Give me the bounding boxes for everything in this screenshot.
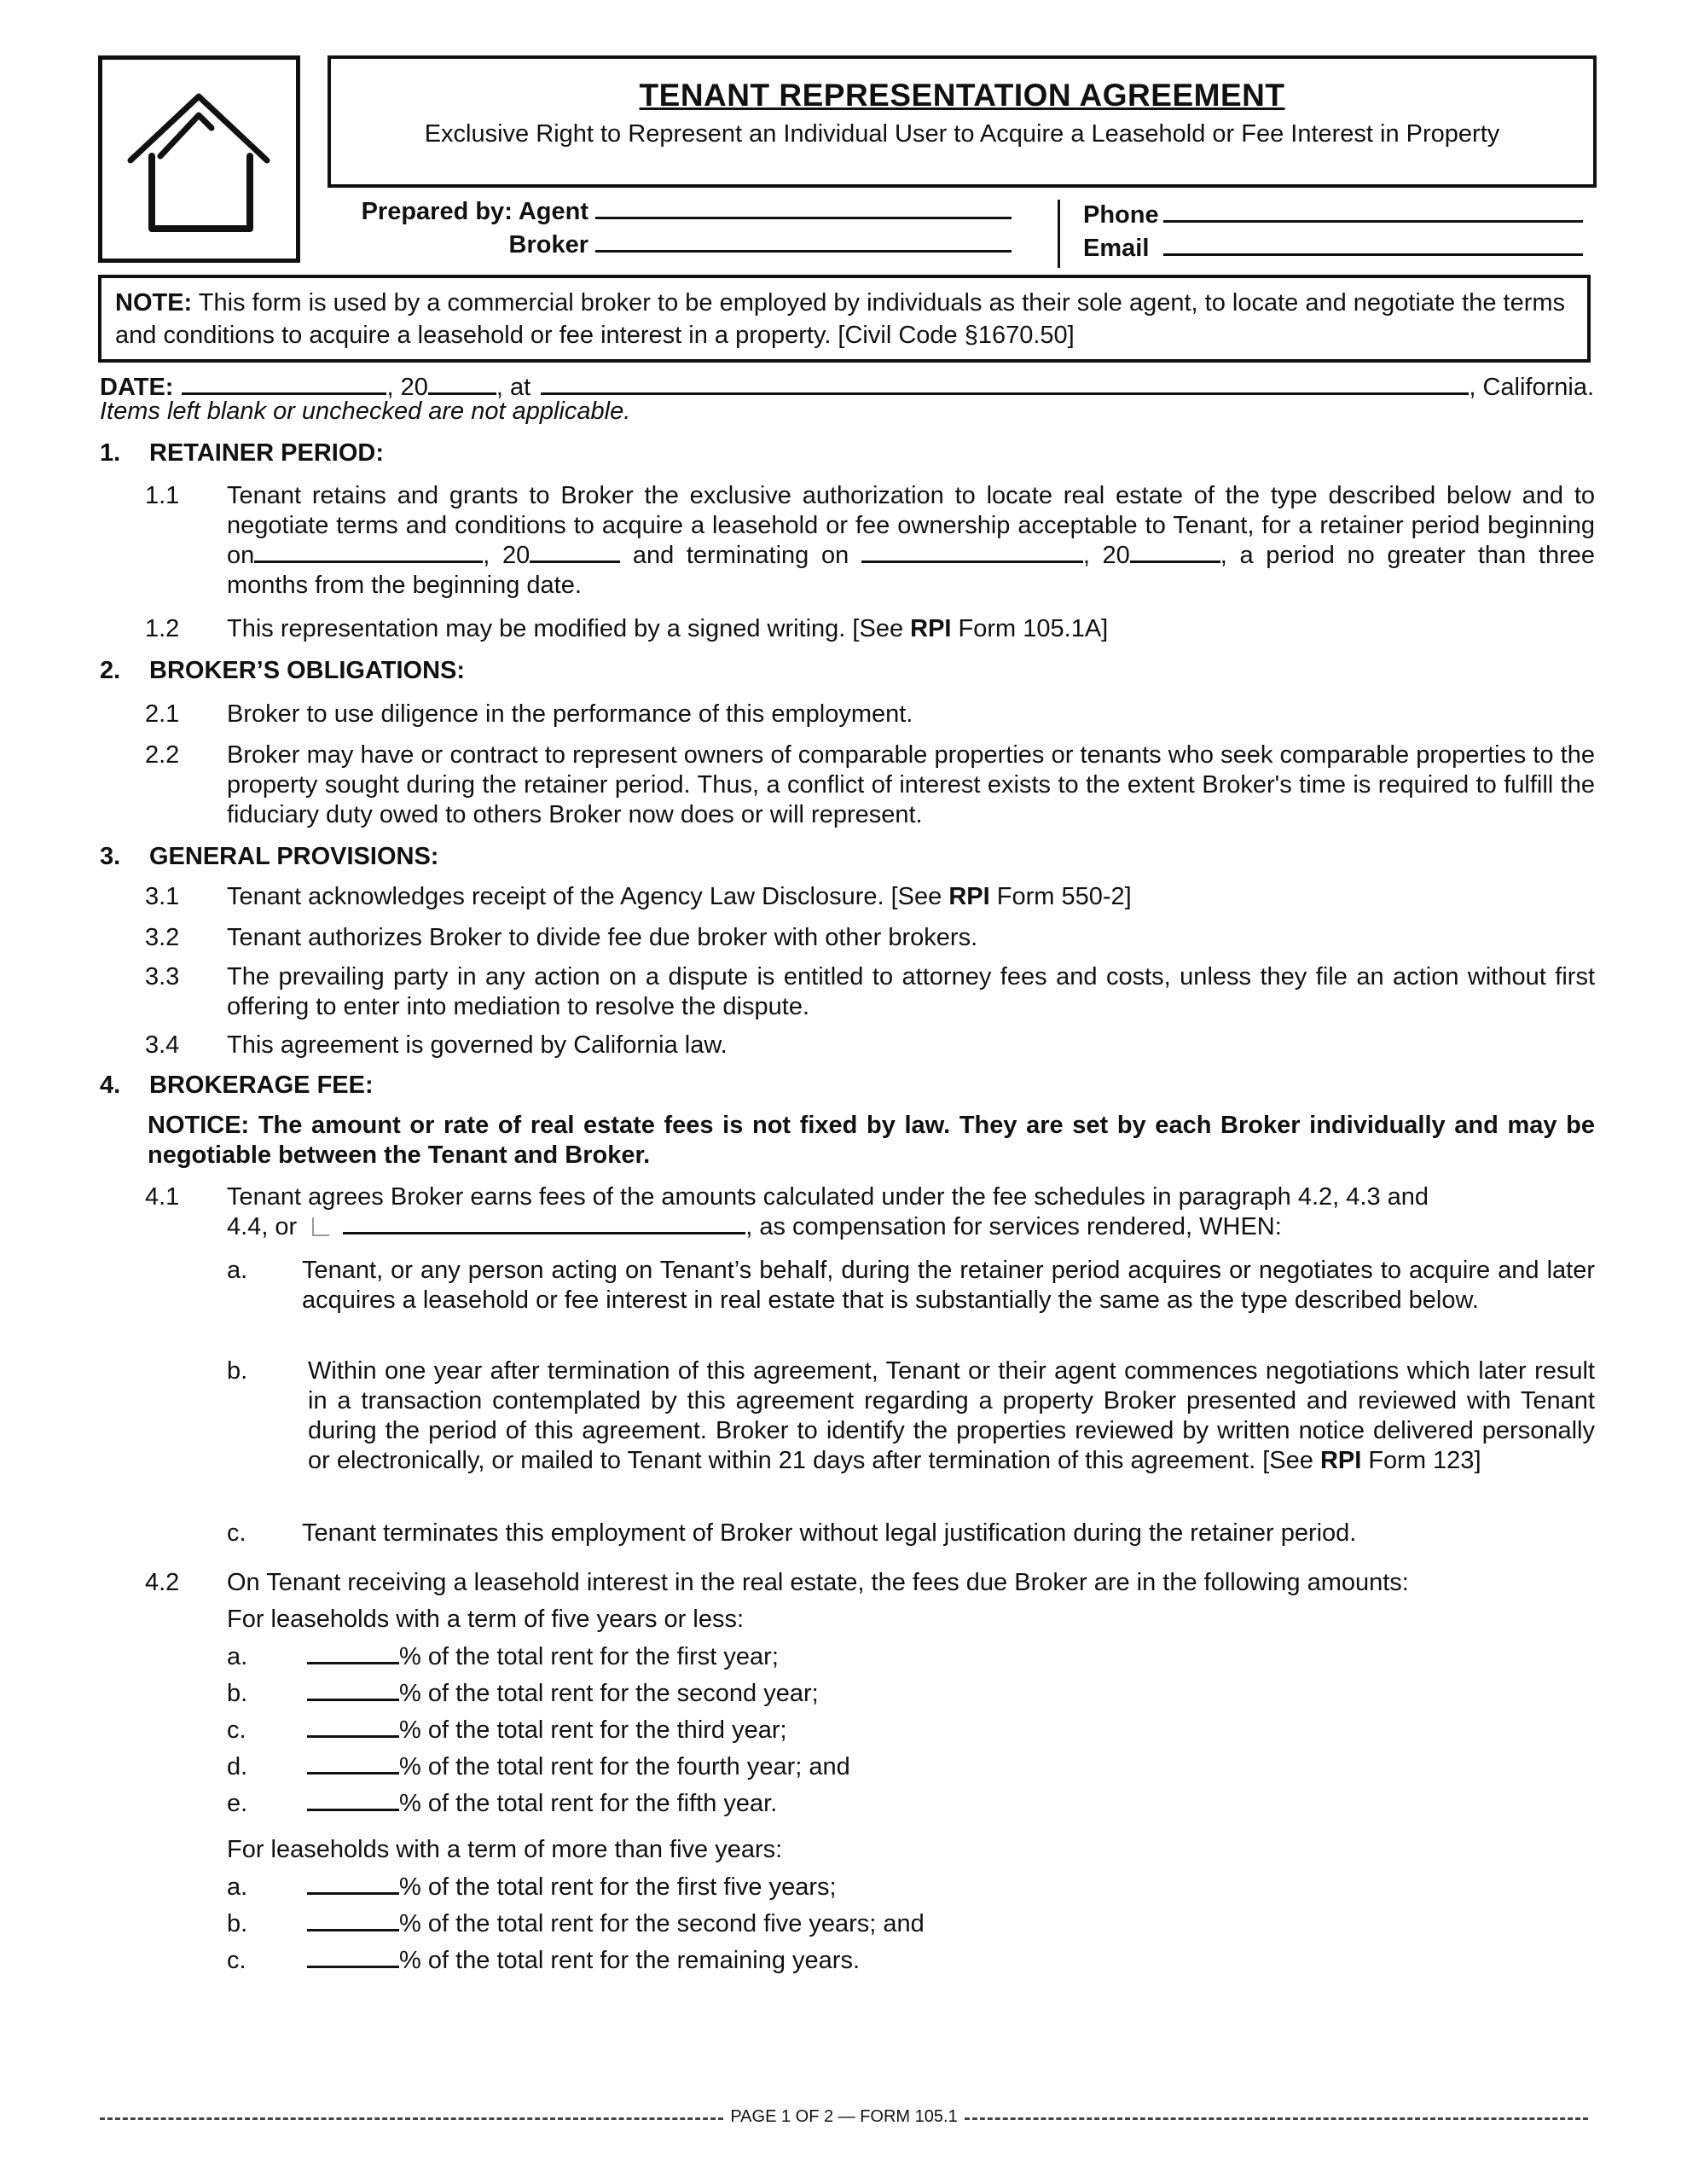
broker-label: Broker [508,231,588,258]
other-fee-field[interactable] [343,1213,745,1234]
item-text: % of the total rent for the remaining years. [399,1947,860,1974]
rpi-label: RPI [1319,1447,1362,1474]
paragraph-text: Broker may have or contract to represent owners of comparable properties or tenants who seek comparable properties to the property sought during the retainer period. Thus, a conflict of interest exists to the extent Broker's time is required to fulfill the fiduciary duty owed to others Broker now does or will represent. [227,741,1595,828]
date-label: DATE: [100,374,174,401]
percent-field[interactable] [307,1751,399,1774]
long-term-row [227,1945,860,1975]
item-label: e. [227,1790,248,1817]
item-label: b. [227,1680,248,1707]
section-title: BROKER’S OBLIGATIONS: [149,657,466,684]
date-place-field[interactable] [541,370,1469,395]
paragraph-3-1 [145,882,1595,912]
footer-divider-right [965,2117,1588,2120]
date-at: , at [496,374,531,401]
phone-field[interactable] [1163,198,1583,223]
long-term-row [227,1872,837,1902]
paragraph-number: 1.2 [145,615,180,642]
paragraph-text: The prevailing party in any action on a dispute is entitled to attorney fees and costs, unless they file an action without first offering to enter into mediation to resolve the dispute. [227,963,1595,1020]
paragraph-text: Tenant retains and grants to Broker the exclusive authorization to locate real estate of the type described below and to negotiate terms and conditions to acquire a leasehold or fee ownership acceptable to Tenant, for a retainer period beginning on [227,482,1595,569]
short-term-row [227,1641,779,1671]
item-label: a. [227,1257,248,1284]
date-year-prefix: , 20 [386,374,428,401]
item-label: a. [227,1643,248,1670]
paragraph-number: 4.1 [145,1183,180,1211]
item-text: % of the total rent for the second five years; and [399,1910,925,1937]
short-term-heading: For leaseholds with a term of five years or less: [227,1606,745,1633]
section-title: RETAINER PERIOD: [149,439,384,467]
footer-divider-left [100,2117,723,2120]
short-term-row [227,1788,777,1818]
agent-label: Prepared by: Agent [361,198,588,225]
paragraph-text: , as compensation for services rendered, WHEN: [745,1213,1282,1240]
section-number: 1. [100,439,121,467]
contact-block [1083,198,1583,264]
email-field[interactable] [1163,231,1583,256]
paragraph-4-1 [145,1182,1595,1242]
date-field[interactable] [182,370,386,395]
paragraph-3-3 [145,962,1595,1022]
percent-field[interactable] [307,1641,399,1664]
blank-items-note: Items left blank or unchecked are not applicable. [100,398,631,425]
paragraph-text: 4.4, or [227,1213,298,1240]
paragraph-2-1 [145,700,1595,729]
agent-field[interactable] [595,195,1012,219]
item-text: Tenant, or any person acting on Tenant’s behalf, during the retainer period acquires or negotiates to acquire and later acquires a leasehold or fee interest in real estate that is substantially the same as the type described below. [302,1257,1595,1314]
form-subtitle: Exclusive Right to Represent an Individual User to Acquire a Leasehold or Fee Interest in Property [424,120,1500,148]
paragraph-text: Tenant agrees Broker earns fees of the amounts calculated under the fee schedules in paragraph 4.2, 4.3 and [227,1183,1429,1211]
section-number: 2. [100,657,121,684]
date-year-field[interactable] [428,370,496,395]
other-fee-checkbox[interactable] [312,1217,329,1236]
paragraph-text: Tenant authorizes Broker to divide fee due broker with other brokers. [227,924,978,951]
percent-field[interactable] [307,1872,399,1895]
paragraph-text: Broker to use diligence in the performance of this employment. [227,700,913,728]
section-number: 3. [100,843,121,870]
retainer-start-date-field[interactable] [254,542,483,563]
paragraph-4-2 [145,1568,1595,1598]
paragraph-3-2 [145,923,1595,953]
paragraph-text: , a period no greater than three months from the beginning date. [227,542,1596,599]
house-icon [126,92,275,237]
paragraph-text: , 20 [483,542,530,569]
paragraph-text: This agreement is governed by California law. [227,1031,728,1059]
short-term-row [227,1678,819,1708]
long-term-row [227,1908,925,1938]
paragraph-1-1 [145,481,1595,601]
section-title: BROKERAGE FEE: [149,1072,374,1099]
paragraph-number: 2.2 [145,741,180,769]
title-box [328,55,1597,188]
paragraph-3-4 [145,1031,1595,1060]
condition-c [227,1519,1595,1548]
section-title: GENERAL PROVISIONS: [149,843,439,870]
item-text: Tenant terminates this employment of Broker without legal justification during the retainer period. [302,1519,1357,1547]
section-4-heading [100,1072,374,1100]
paragraph-text: and terminating on [620,542,861,569]
condition-a [227,1256,1595,1316]
retainer-start-year-field[interactable] [530,542,620,563]
paragraph-2-2 [145,741,1595,830]
section-number: 4. [100,1072,121,1099]
form-title: TENANT REPRESENTATION AGREEMENT [639,78,1285,113]
paragraph-number: 2.1 [145,700,180,728]
section-2-heading [100,657,465,685]
long-term-heading: For leaseholds with a term of more than five years: [227,1836,783,1863]
email-label: Email [1083,235,1150,262]
prepared-by-block [320,195,1012,261]
item-text: % of the total rent for the fifth year. [399,1790,778,1817]
retainer-end-year-field[interactable] [1130,542,1220,563]
item-text: Form 123] [1361,1447,1481,1474]
rpi-label: RPI [948,883,990,910]
section-3-heading [100,843,438,871]
percent-field[interactable] [307,1715,399,1738]
paragraph-text: Form 105.1A] [951,615,1109,642]
item-text: Within one year after termination of this agreement, Tenant or their agent commences negotiations which later result in a transaction contemplated by this agreement regarding a property Broker presented and reviewed with Tenant during the period of this agreement. Broker to identify the properties reviewed by written notice delivered personally or electronically, or mailed to Tenant within 21 days after termination of this agreement. [See [308,1357,1595,1474]
paragraph-text: On Tenant receiving a leasehold interest in the real estate, the fees due Broker are in the following amounts: [227,1569,1409,1596]
note-text: This form is used by a commercial broker to be employed by individuals as their sole agent, to locate and negotiate the terms and conditions to acquire a leasehold or fee interest in a property. [Civil Code §1670.50] [115,289,1566,349]
percent-field[interactable] [307,1945,399,1968]
item-text: % of the total rent for the first year; [399,1643,779,1670]
item-label: d. [227,1753,248,1780]
phone-label: Phone [1083,201,1159,229]
item-label: b. [227,1910,248,1937]
item-label: a. [227,1873,248,1901]
item-text: % of the total rent for the first five years; [399,1873,837,1901]
note-label: NOTE: [115,289,193,317]
paragraph-1-2 [145,614,1595,644]
item-label: b. [227,1357,248,1385]
item-text: % of the total rent for the third year; [399,1716,787,1744]
item-label: c. [227,1519,246,1547]
paragraph-text: Tenant acknowledges receipt of the Agency Law Disclosure. [See [227,883,949,910]
paragraph-number: 3.3 [145,963,180,990]
note-box [98,275,1591,363]
header-divider [1058,200,1060,268]
item-text: % of the total rent for the second year; [399,1680,819,1707]
broker-field[interactable] [595,228,1012,253]
percent-field[interactable] [307,1908,399,1931]
paragraph-number: 4.2 [145,1569,180,1596]
paragraph-number: 3.1 [145,883,180,910]
date-suffix: , California. [1469,374,1594,401]
paragraph-number: 3.4 [145,1031,180,1059]
paragraph-text: This representation may be modified by a signed writing. [See [227,615,911,642]
paragraph-number: 1.1 [145,482,180,509]
retainer-end-date-field[interactable] [861,542,1083,563]
page-indicator: PAGE 1 OF 2 — FORM 105.1 [730,2107,958,2126]
paragraph-text: , 20 [1082,542,1130,569]
page-footer [100,2107,1588,2127]
rpi-label: RPI [910,615,952,642]
fee-notice: NOTICE: The amount or rate of real estate fees is not fixed by law. They are set by each Broker individually and may be negotiable between the Tenant and Broker. [148,1112,1595,1169]
short-term-row [227,1751,850,1781]
paragraph-number: 3.2 [145,924,180,951]
item-label: c. [227,1716,246,1744]
item-label: c. [227,1947,246,1974]
short-term-row [227,1715,787,1745]
percent-field[interactable] [307,1678,399,1701]
logo-box [98,55,300,263]
percent-field[interactable] [307,1788,399,1811]
item-text: % of the total rent for the fourth year; and [399,1753,850,1780]
paragraph-text: Form 550-2] [989,883,1132,910]
condition-b [227,1356,1595,1476]
section-1-heading [100,439,384,468]
